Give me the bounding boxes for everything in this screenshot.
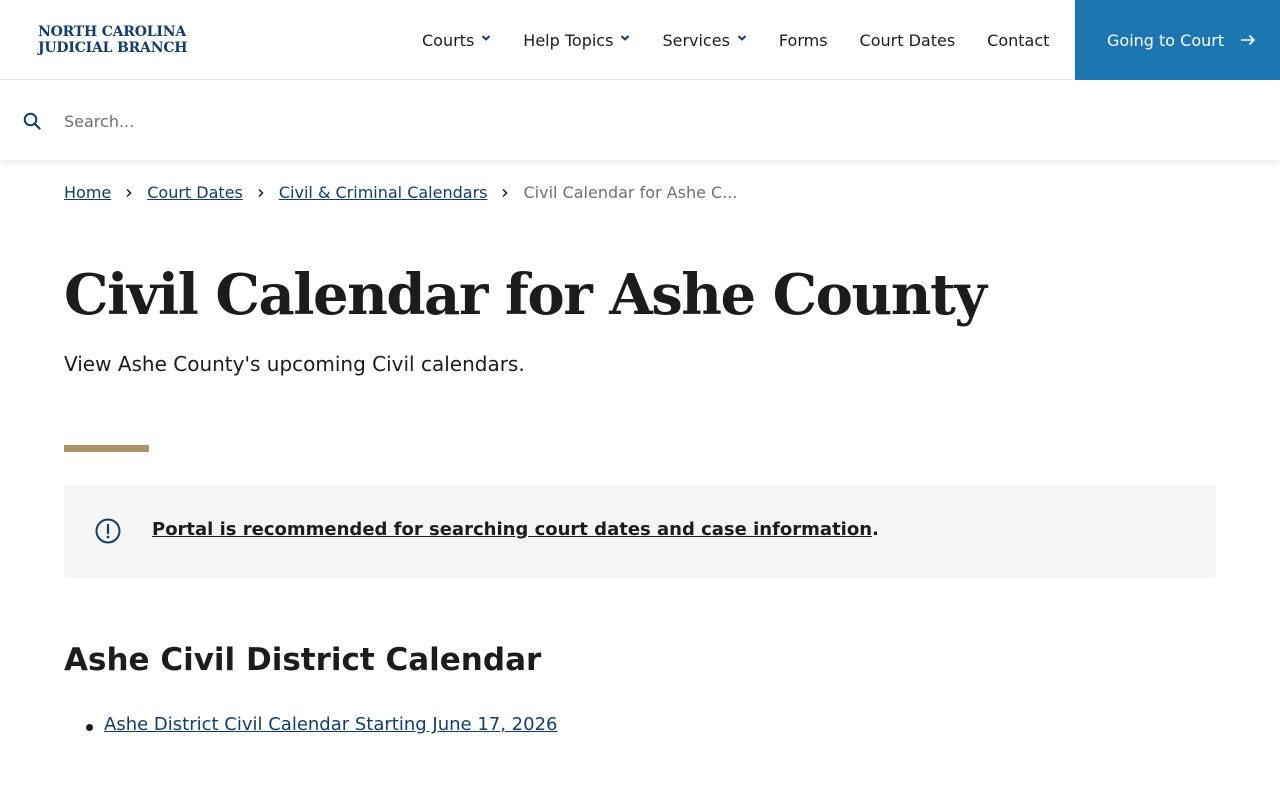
chevron-down-icon [620,33,630,43]
site-header [0,0,1280,80]
chevron-down-icon [481,33,491,43]
nav-item-help-topics[interactable] [507,0,646,80]
search-icon[interactable] [23,112,41,130]
page-title: Civil Calendar for Ashe County [64,262,986,328]
accent-divider [64,445,149,452]
nav-item-forms[interactable] [763,0,844,80]
alert-suffix: . [872,519,879,540]
nav-item-contact[interactable] [971,0,1065,80]
nav-item-label: Services [662,30,730,50]
going-to-court-button[interactable] [1075,0,1280,80]
search-input[interactable] [64,105,1244,137]
chevron-right-icon [125,188,133,198]
info-alert [64,485,1216,578]
site-logo[interactable] [38,24,187,56]
page-subtitle: View Ashe County's upcoming Civil calendars. [64,352,525,376]
breadcrumb-court-dates[interactable]: Court Dates [147,183,243,202]
chevron-right-icon [257,188,265,198]
list-item [64,714,557,735]
exclamation-circle-icon [95,518,121,544]
logo-line-1: NORTH CAROLINA [38,24,186,40]
nav-item-label: Courts [422,30,475,50]
nav-item-label: Forms [778,30,828,50]
going-to-court-label: Going to Court [1107,30,1225,50]
search-bar [0,81,1280,160]
calendar-link[interactable]: Ashe District Civil Calendar Starting June 17, 2026 [104,714,558,735]
nav-item-courts[interactable] [406,0,507,80]
section-title: Ashe Civil District Calendar [64,642,542,678]
main-nav [406,0,1065,80]
calendar-list [64,714,557,735]
nav-item-court-dates[interactable] [844,0,972,80]
breadcrumb-civil-criminal-calendars[interactable]: Civil & Criminal Calendars [278,183,488,202]
alert-message [152,519,879,540]
nav-item-label: Contact [987,30,1050,50]
nav-item-services[interactable] [646,0,762,80]
breadcrumb-current: Civil Calendar for Ashe C... [523,183,738,202]
nav-item-label: Court Dates [859,30,956,50]
chevron-down-icon [737,33,747,43]
nav-item-label: Help Topics [523,30,614,50]
chevron-right-icon [501,188,509,198]
arrow-right-icon [1240,34,1256,46]
breadcrumb [64,183,737,202]
breadcrumb-home[interactable]: Home [64,183,112,202]
portal-link[interactable]: Portal is recommended for searching court dates and case information [152,519,873,540]
logo-line-2: JUDICIAL BRANCH [38,40,188,56]
